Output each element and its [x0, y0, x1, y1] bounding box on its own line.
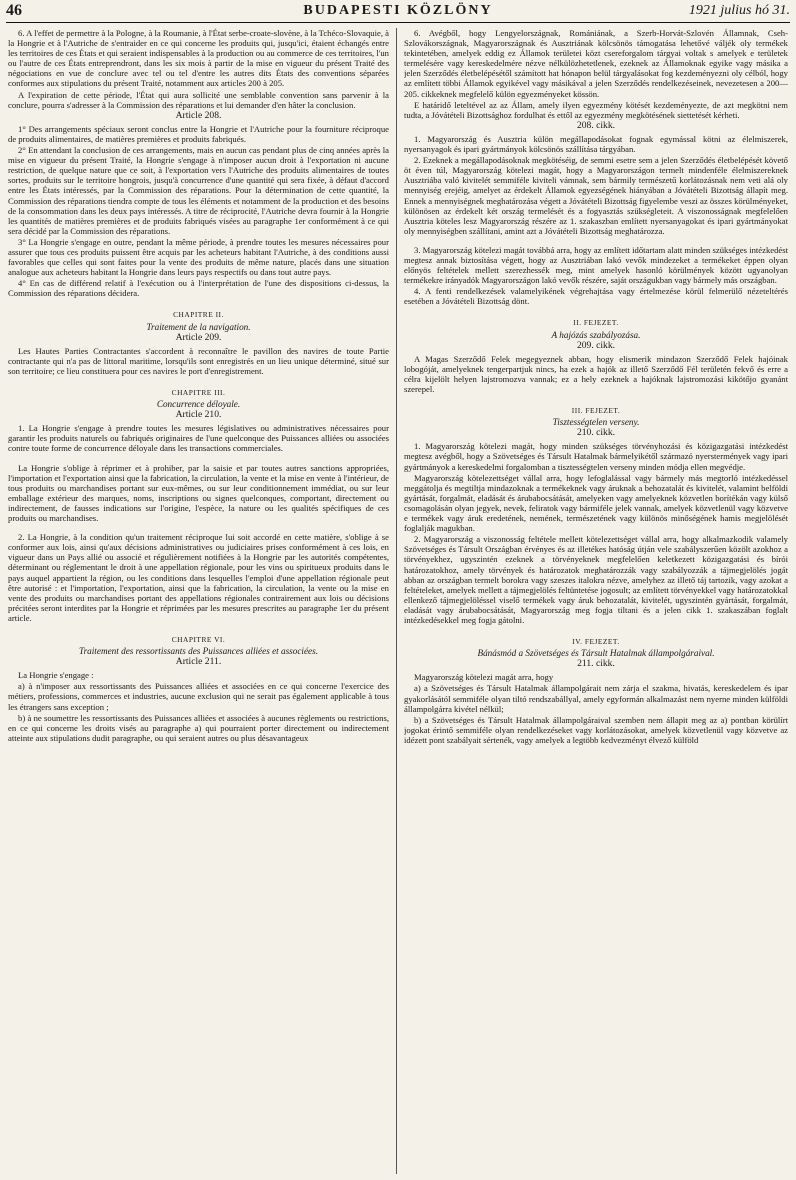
fr-chapter-2: CHAPITRE II. — [173, 310, 224, 320]
fr-chapter-3-subtitle: Concurrence déloyale. — [156, 399, 241, 410]
hu-chapter-4-subtitle: Bánásmód a Szövetséges és Társult Hatalmak állampolgáraival. — [477, 648, 715, 659]
fr-art209-p1: Les Hautes Parties Contractantes s'accordent à reconnaître le pavillon des navires de toute Partie contractante qui n'a pas de littoral maritime, lorsqu'ils sont enregistrés en un lieu unique déterminé, situé sur son territoire; ce lieu constituera pour ces navires le port d'enregistrement. — [8, 345, 389, 376]
fr-art208-p4: 4° En cas de différend relatif à l'exécution ou à l'interprétation de l'une des dispositions ci-dessus, la Commission des réparations décidera. — [8, 278, 389, 299]
hu-art211-pa: a) a Szövetséges és Társult Hatalmak állampolgárait nem zárja el szakma, hivatás, kereskedelem és ipar gyakorlásától semmiféle olyan tiltó rendszabállyal, amely egyformán alkalmazást nem nyerne minden külföldi állampolgárra kivétel nélkül; — [404, 683, 788, 714]
french-column — [8, 28, 389, 1176]
hu-art208-p4: 4. A fenti rendelkezések valamelyikének végrehajtása vagy értelmezése körül felmerülő nézeteltérés esetében a Jóvátételi Bizottság dönt. — [404, 286, 788, 307]
fr-art211-intro: La Hongrie s'engage : — [18, 670, 94, 681]
fr-paragraph-6: 6. A l'effet de permettre à la Pologne, à la Roumanie, à l'État serbe-croate-slovène, à la Tchéco-Slovaquie, à la Hongrie et à l'Autriche de s'entraider en ce qui concerne les produits qui, jusqu'ici, étaient échangés entre les territoires de ces États et qui seraient indispensables à la production ou au commerce de ces territoires, l'un ou l'autre de ces États entreprendront, dans les six mois à partir de la mise en vigueur du présent Traité des négociations en vue de conclure avec tel ou tel d'entre les autres dits États des conventions séparées conformes aux stipulations du présent Traité, notamment aux articles 200 à 205. — [8, 28, 389, 89]
hu-paragraph-6: 6. Avégből, hogy Lengyelországnak, Romániának, a Szerb-Horvát-Szlovén Államnak, Cseh-Szlovákországnak, Magyarországnak és Ausztriának kölcsönös támogatása lehetővé váljék oly termékek tekintetében, amelyek eddig ez Államok területei közt csereforgalom tárgyai voltak s amelyek e területek termelésére vagy kereskedelmére nézve nélkülözhetetlenek, ezeknek az Államoknak egyike vagy másika a jelen Szerződés életbelépésétől számított hat hónapon belül tárgyalásokat fog kezdeményezni oly célból, hogy az említett többi Államok egyikével vagy másikával a jelen Szerződés rendelkezéseinek, nevezetesen a 200—205. cikkeknek megfelelő külön egyezményeket kössön. — [404, 28, 788, 99]
fr-chapter-3: CHAPITRE III. — [171, 388, 226, 397]
fr-art210-p3: 2. La Hongrie, à la condition qu'un traitement réciproque lui soit accordé en cette matière, s'oblige à se conformer aux lois, ainsi qu'aux décisions administratives ou judiciaires prises conformément à ces lois, en vigueur dans un Pays allié ou associé et régulièrement notifiées à la Hongrie par les autorités compétentes, déterminant ou réglementant le droit à une appellation régionale, pour les vins ou spiritueux produits dans le pays auquel appartient la région, ou les conditions dans lesquelles l'emploi d'une appellation régionale peut être autorisé : et l'importation, l'exportation, ainsi que la fabrication, la circulation, la vente ou la mise en vente des produits ou marchandises portant des appellations régionales contrairement aux lois ou décisions précitées seront interdites par la Hongrie et réprimées par les mesures prescrites au paragraphe 1er du présent article. — [8, 532, 389, 623]
hu-art210-p2: Magyarország kötelezettséget vállal arra, hogy lefoglalással vagy bármely más megtorló intézkedéssel meggátolja és megtiltja mindazoknak a termékeknek vagy áruknak a behozatalát és kivitelét, valamint belföldi gyártását, forgalmát, eladását és árubabocsátását, amelyeken vagy amelyeknek közvetlen borítékán vagy külső csomagolásán olyan jegyek, nevek, feliratok vagy bármiféle jelek vannak, amelyek közvetlenül vagy közvetve e termékek vagy áruk eredetének, nemének, természetének vagy különös minőségének hamis megjelölését foglalják magukban. — [404, 472, 788, 534]
fr-art208-p2: 2° En attendant la conclusion de ces arrangements, mais en aucun cas pendant plus de cinq années après la mise en vigueur du présent Traité, la Hongrie s'engage à n'imposer aucun droit à l'exportation ni aucune restriction, de quelque nature que ce soit, à l'exportation vers l'Autriche des produits alimentaires de toutes sortes, produits sur le territoire hongrois, jusqu'à concurrence d'une quantité qui sera fixée, à défaut d'accord entre les États intéressés, par la Commission des réparations. Pour la détermination de cette quantité, la Commission des réparations tiendra compte de tous les éléments et notamment de la production et des besoins de la consommation dans les deux pays intéressés. A titre de réciprocité, l'Autriche devra fournir à la Hongrie les quantités de matières premières et de produits fabriqués visées au paragraphe 1er conformément à ce qui sera décidé par la Commission des réparations. — [8, 145, 389, 236]
fr-art211-pb: b) à ne soumettre les ressortissants des Puissances alliées et associées à aucunes règlements ou restrictions, en ce qui concerne les droits visés au paragraphe a) qui pourraient porter directement ou indirectement atteinte aux stipulations dudit paragraphe, ou qui seraient autres ou plus désavantageux — [8, 712, 389, 743]
fr-chapter-6: CHAPITRE VI. — [171, 634, 226, 644]
fr-article-209-title: Article 209. — [175, 331, 222, 343]
issue-date: 1921 julius hó 31. — [688, 3, 790, 18]
hu-art208-p3: 3. Magyarország kötelezi magát továbbá arra, hogy az említett időtartam alatt minden szükséges intézkedést megtesz annak biztosítása végett, hogy az Ausztriában lakó vevők mindezeket a termékeket éppen olyan előnyös feltételek mellett szerezhessék meg, mint amelyek hasonló körülmények között ugyanolyan termékekre irányadók Magyarországon lakó vevők részére, saját országukban vagy bármely más országban. — [404, 244, 788, 286]
hu-chapter-3-subtitle: Tisztességtelen verseny. — [552, 417, 640, 428]
hu-art210-p1: 1. Magyarország kötelezi magát, hogy minden szükséges törvényhozási és közigazgatási intézkedést megtesz avégből, hogy a Szövetséges és Társult Hatalmak bármelyikétől származó nyerstermények vagy ipari gyártmányok a kereskedelmi forgalomban a tisztességtelen verseny minden módja ellen megvédje. — [404, 441, 788, 472]
hu-article-210-title: 210. cikk. — [576, 427, 616, 439]
fr-art210-p2: La Hongrie s'oblige à réprimer et à prohiber, par la saisie et par toutes autres sanctions appropriées, l'importation et l'exportation ainsi que la fabrication, la circulation, la vente et la mise en vente à l'intérieur, de tous produits ou marchandises portant sur eux-mêmes, ou sur leur conditionnement immédiat, ou sur leur emballage extérieur des marques, noms, inscriptions ou signes quelconques, comportant, directement ou indirectement, de fausses indications sur l'origine, l'espèce, la nature ou les qualités spécifiques de ces produits ou marchandises. — [8, 462, 389, 524]
fr-article-210-title: Article 210. — [175, 409, 222, 421]
hu-chapter-2-subtitle: A hajózás szabályozása. — [551, 329, 641, 340]
fr-expiration-paragraph: A l'expiration de cette période, l'État qui aura sollicité une semblable convention sans parvenir à la conclure, pourra s'adresser à la Commission des réparations et lui demander d'en hâter la conclusion. — [8, 89, 389, 110]
page-header — [6, 0, 790, 23]
hu-chapter-4: IV. FEJEZET. — [572, 637, 620, 647]
hu-art211-pb: b) a Szövetséges és Társult Hatalmak állampolgáraival szemben nem állapit meg az a) pontban körülírt jogokat érintő semmiféle olyan rendelkezéseket vagy korlátozásokat, amelyek közvetlenül vagy közvetve az idézett pont szabályait sértenék, vagy amelyek a legtöbb kedvezményt élvező külföld — [404, 714, 788, 745]
publication-title: BUDAPESTI KÖZLÖNY — [303, 3, 493, 18]
fr-article-208-title: Article 208. — [175, 109, 222, 121]
fr-art208-p3: 3° La Hongrie s'engage en outre, pendant la même période, à prendre toutes les mesures nécessaires pour assurer que tous ces produits puissent être acquis par les acheteurs habitant l'Autriche, à des conditions aussi favorables que celles qui sont faites pour la vente des produits de même nature, placés dans une situation analogue aux acheteurs habitant la Hongrie dans leurs pays respectifs ou dans tout autre pays. — [8, 236, 389, 278]
hu-article-211-title: 211. cikk. — [577, 658, 615, 670]
fr-art211-pa: a) à n'imposer aux ressortissants des Puissances alliées et associées en ce qui concerne l'exercice des métiers, professions, commerces et industries, aucune exclusion qui ne serait pas également applicable à tous les étrangers sans exception ; — [8, 681, 389, 712]
fr-art208-p1: 1° Des arrangements spéciaux seront conclus entre la Hongrie et l'Autriche pour la fourniture réciproque de produits alimentaires, de matières premières et produits fabriqués. — [8, 123, 389, 144]
hu-article-209-title: 209. cikk. — [576, 339, 616, 351]
page-number: 46 — [6, 2, 22, 19]
hu-chapter-3: III. FEJEZET. — [571, 406, 621, 416]
hu-expiration-paragraph: E határidő leteltével az az Állam, amely ilyen egyezmény kötését kezdeményezte, de azt megkötni nem tudta, a Jóvátételi Bizottsághoz fordulhat és ettől az egyezmény megkötésének siettetését kérheti. — [404, 99, 788, 120]
fr-article-211-title: Article 211. — [175, 656, 222, 668]
hu-art211-intro: Magyarország kötelezi magát arra, hogy — [414, 672, 554, 683]
hu-art210-p3: 2. Magyarország a viszonosság feltétele mellett kötelezettséget vállal arra, hogy alkalmazkodik valamely Szövetséges és Társult Országban érvényes és az illetékes hatóság útján vele szabályszerűen közölt azokhoz a törvényekhez, ugyszintén ezeknek a törvényeknek megfelelően keletkezett közigazgatási és bírói határozatokhoz, amely törvények és határozatok meghatározzák vagy szabályozzák a tájmegjelölés jogát abban az országban termelt borokra vagy szeszes italokra nézve, amelyhez az illető táj tartozik, vagy azokat a feltételeket, amelyek mellett a tájmegjelölés feltüntetése jogosult; az említett törvényekkel vagy határozatokkal ellenkező tájmegjelöléssel viselő termékek vagy áruk behozatalát, kivitelét, ugyszintén gyártását, forgalmát, eladását vagy árubabocsátását, Magyarország meg fogja tiltani és a jelen cikk 1. szakaszában foglalt intézkedésekkel meg fogja gátolni. — [404, 534, 788, 625]
hu-article-208-title: 208. cikk. — [576, 119, 616, 131]
fr-chapter-6-subtitle: Traitement des ressortissants des Puissances alliées et associées. — [78, 646, 319, 657]
hu-chapter-2: II. FEJEZET. — [573, 318, 619, 328]
hu-art208-p2: 2. Ezeknek a megállapodásoknak megkötéséig, de semmi esetre sem a jelen Szerződés életbelépését követő öt éven túl, Magyarország kötelezi magát, hogy a Magyarországon termelt mindenféle élelmiszereknek Ausztriába való kivitelét semmiféle kiviteli vámnak, sem bármily természetű korlátozásnak nem veti alá oly mennyiség erejéig, amelyet az érdekelt Államok egyezségének hiányában a Jóvátételi Bizottság állapít meg. Ennek a mennyiségnek meghatározása végett a Jóvátételi Bizottság figyelembe veszi az összes körülményeket, különösen az érdekelt két ország termelését és a fogyasztás szükségleteit. A viszonosságnak megfelelően Ausztria köteles lesz Magyarország részére az 1. szakaszban említett nyersanyagokat és ipari gyártmányokat oly mennyiségben szállítani, amint azt a Jóvátételi Bizottság meghatározza. — [404, 155, 788, 236]
column-divider — [396, 28, 397, 1174]
hu-art208-p1: 1. Magyarország és Ausztria külön megállapodásokat fognak egymással kötni az élelmiszerek, nyersanyagok és ipari gyártmányok kölcsönös szállítása tárgyában. — [404, 133, 788, 155]
hungarian-column — [404, 28, 788, 1176]
hu-art209-p1: A Magas Szerződő Felek megegyeznek abban, hogy elismerik mindazon Szerződő Felek hajóinak lobogóját, amelyeknek tengerpartjuk nincs, ha ezek a hajók az illető Szerződő Fél területén fekvő és erre a célra kijelölt helyen lajstromozva vannak; ez a hely ezeknek a hajóknak lajstromozási kikötőjo gyanánt szerepel. — [404, 353, 788, 394]
fr-art210-p1: 1. La Hongrie s'engage à prendre toutes les mesures législatives ou administratives nécessaires pour garantir les produits naturels ou fabriqués originaires de l'une quelconque des Puissances alliées ou associées contre toute forme de concurrence déloyale dans les transactions commerciales. — [8, 423, 389, 454]
fr-chapter-2-subtitle: Traitement de la navigation. — [146, 321, 251, 332]
